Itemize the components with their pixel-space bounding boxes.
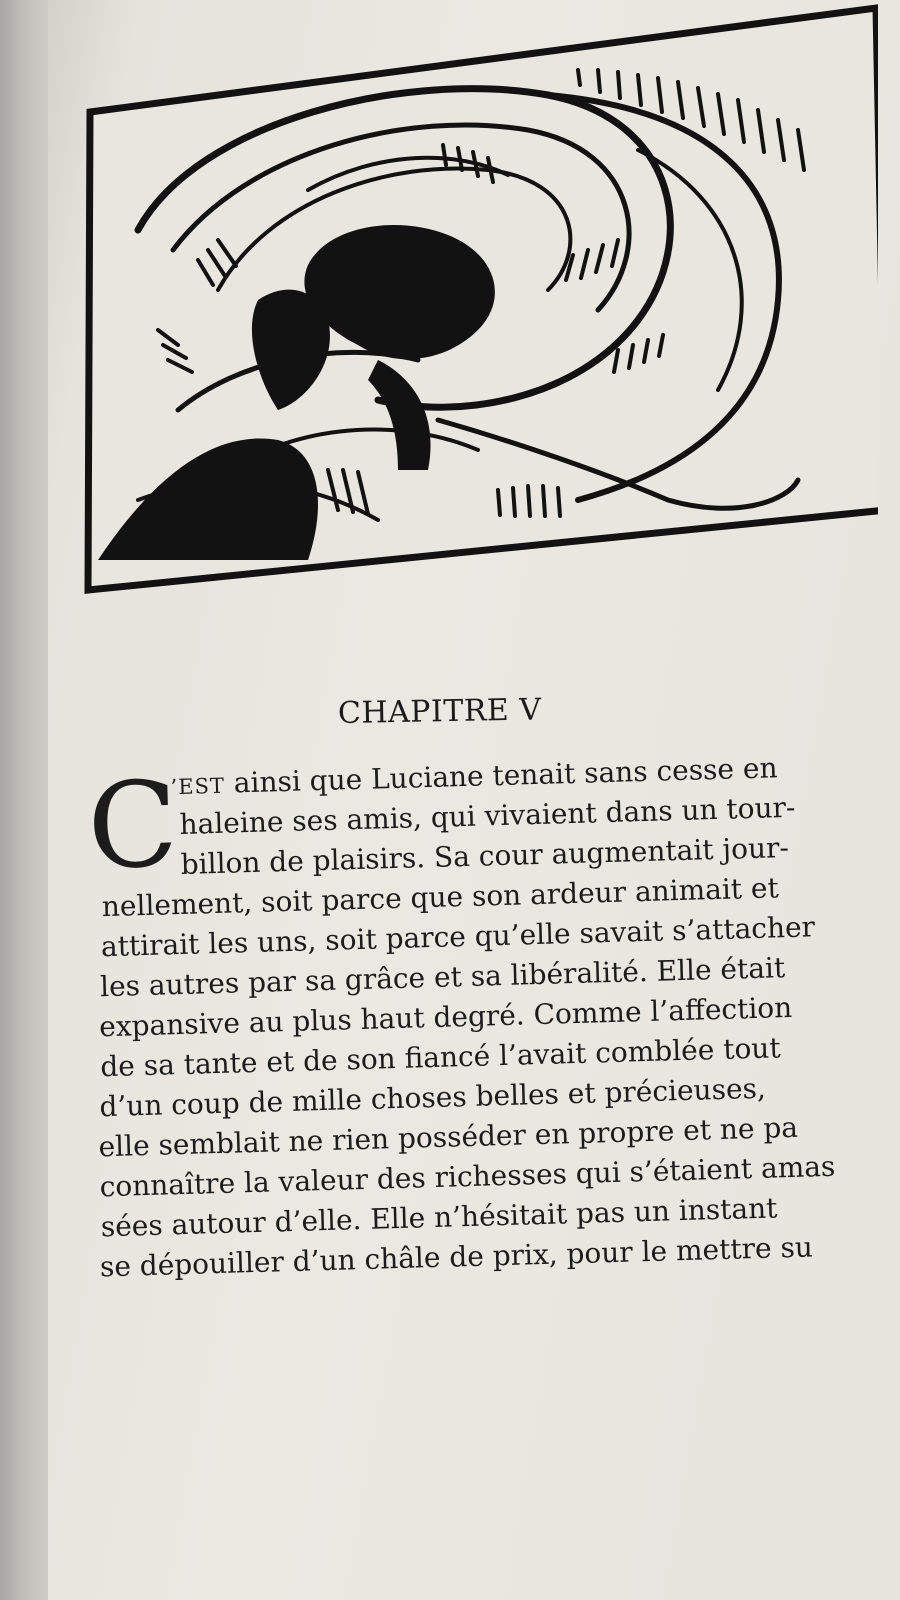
opening-word: ’EST (170, 773, 226, 800)
text-line: les autres par sa grâce et sa libéralité. Elle était (99, 951, 786, 1004)
chapter-title: CHAPITRE V (337, 692, 542, 731)
book-page (48, 0, 900, 1600)
woodcut-illustration (78, 0, 878, 600)
chapter-paragraph (70, 743, 900, 1284)
text-line: sées autour d’elle. Elle n’hésitait pas un instant (100, 1191, 778, 1244)
text-line: elle semblait ne rien posséder en propre et ne pa (98, 1110, 799, 1164)
text-line: attirait les uns, soit parce qu’elle savait s’attacher (100, 910, 816, 964)
text-line: billon de plaisirs. Sa cour augmentait jour- (180, 830, 790, 881)
text-line: d’un coup de mille choses belles et précieuses, (99, 1071, 767, 1124)
text-line: se dépouiller d’un châle de prix, pour le mettre su (99, 1230, 814, 1284)
text-line-content: ainsi que Luciane tenait sans cesse en (224, 751, 778, 800)
drop-cap: C (85, 755, 180, 896)
text-line: nellement, soit parce que son ardeur animait et (101, 871, 780, 924)
text-line: haleine ses amis, qui vivaient dans un tour- (179, 790, 796, 841)
text-line: expansive au plus haut degré. Comme l’affection (98, 990, 793, 1044)
text-line: connaître la valeur des richesses qui s’étaient amas (99, 1149, 836, 1204)
text-line: de sa tante et de son fiancé l’avait comblée tout (99, 1031, 782, 1084)
